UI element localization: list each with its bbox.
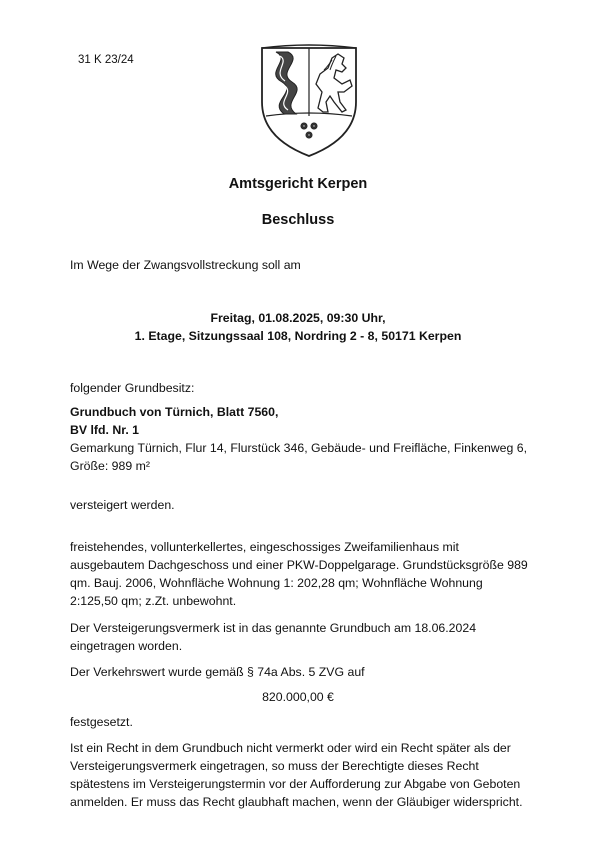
bv-number: BV lfd. Nr. 1 (70, 423, 140, 437)
rights-line: Versteigerungsvermerk eingetragen, so muss der Berechtigte dieses Recht (70, 759, 479, 773)
description-line: ausgebautem Dachgeschoss und einer PKW-Doppelgarage. Grundstücksgröße 989 (70, 558, 528, 572)
rights-line: anmelden. Er muss das Recht glaubhaft machen, wenn der Gläubiger widerspricht. (70, 795, 523, 809)
case-number: 31 K 23/24 (78, 54, 134, 66)
entry-line: eingetragen worden. (70, 639, 183, 653)
document-title: Beschluss (261, 212, 335, 228)
intro-text: Im Wege der Zwangsvollstreckung soll am (70, 258, 301, 272)
description-line: 2:125,50 qm; z.Zt. unbewohnt. (70, 594, 237, 608)
land-register: Grundbuch von Türnich, Blatt 7560, (70, 405, 279, 419)
parcel-line-1: Gemarkung Türnich, Flur 14, Flurstück 346, Gebäude- und Freifläche, Finkenweg 6, (70, 441, 528, 455)
appointment-location: 1. Etage, Sitzungssaal 108, Nordring 2 - 8, 50171 Kerpen (134, 329, 462, 343)
value-intro: Der Verkehrswert wurde gemäß § 74a Abs. 5 ZVG auf (70, 665, 365, 679)
auction-phrase: versteigert werden. (70, 498, 175, 512)
description-line: freistehendes, vollunterkellertes, eingeschossiges Zweifamilienhaus mit (70, 540, 459, 554)
coat-of-arms-logo (258, 40, 360, 160)
rights-line: Ist ein Recht in dem Grundbuch nicht vermerkt oder wird ein Recht später als der (70, 741, 511, 755)
value-outro: festgesetzt. (70, 715, 133, 729)
value-amount: 820.000,00 € (262, 690, 334, 704)
rights-line: spätestens im Versteigerungstermin vor der Aufforderung zur Abgabe von Geboten (70, 777, 521, 791)
appointment-date-time: Freitag, 01.08.2025, 09:30 Uhr, (210, 311, 386, 325)
property-intro: folgender Grundbesitz: (70, 381, 195, 395)
parcel-line-2: Größe: 989 m² (70, 459, 150, 473)
description-line: qm. Bauj. 2006, Wohnfläche Wohnung 1: 202,28 qm; Wohnfläche Wohnung (70, 576, 483, 590)
court-name: Amtsgericht Kerpen (228, 176, 368, 192)
entry-line: Der Versteigerungsvermerk ist in das genannte Grundbuch am 18.06.2024 (70, 621, 477, 635)
